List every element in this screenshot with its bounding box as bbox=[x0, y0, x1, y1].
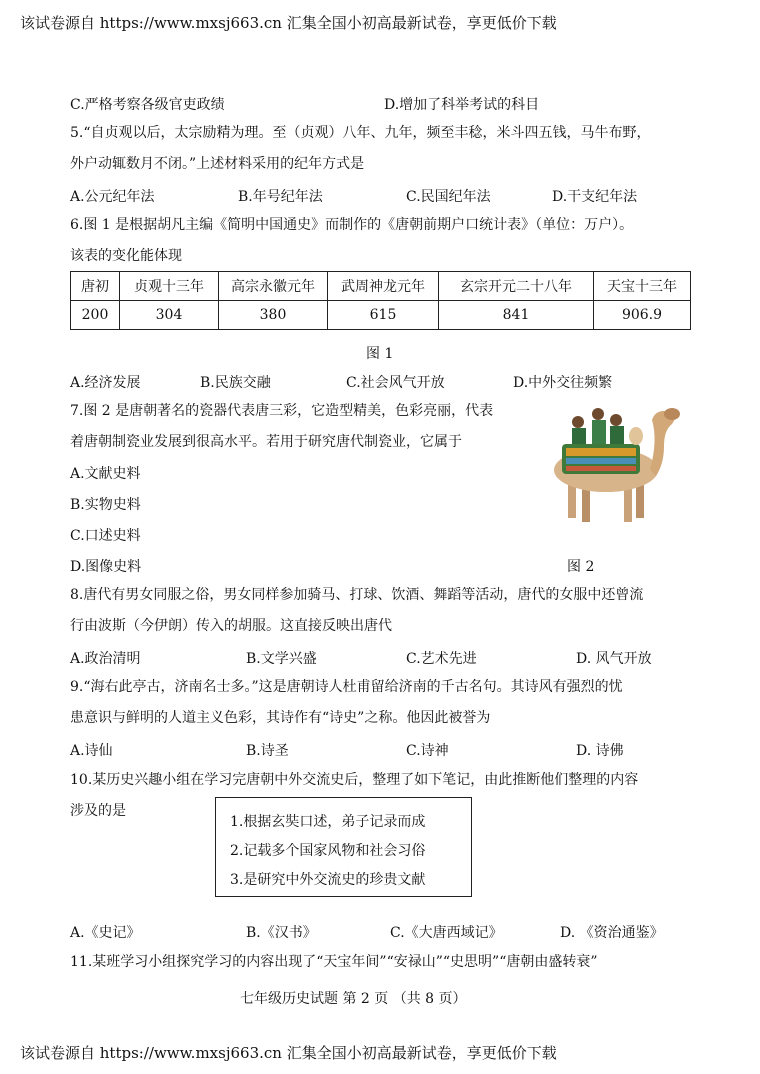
q10-stem-line1: 10.某历史兴趣小组在学习完唐朝中外交流史后，整理了如下笔记，由此推断他们整理的内容 bbox=[70, 772, 639, 788]
q5-stem-line2: 外户动辄数月不闭。”上述材料采用的纪年方式是 bbox=[70, 156, 365, 172]
q9-option-b: B.诗圣 bbox=[246, 743, 289, 759]
value-cell: 615 bbox=[328, 301, 439, 330]
q4-option-c: C.严格考察各级官吏政绩 bbox=[70, 97, 225, 113]
q6-option-b: B.民族交融 bbox=[200, 375, 271, 391]
source-banner-top: 该试卷源自 https://www.mxsj663.cn 汇集全国小初高最新试卷，享更低价下载 bbox=[20, 14, 557, 32]
source-banner-bottom: 该试卷源自 https://www.mxsj663.cn 汇集全国小初高最新试卷，享更低价下载 bbox=[20, 1044, 557, 1062]
q5-option-b: B.年号纪年法 bbox=[238, 189, 323, 205]
q7-option-b: B.实物史料 bbox=[70, 497, 141, 513]
q5-option-a: A.公元纪年法 bbox=[70, 189, 155, 205]
q10-option-b: B.《汉书》 bbox=[246, 925, 317, 941]
value-cell: 304 bbox=[120, 301, 219, 330]
value-cell: 841 bbox=[439, 301, 594, 330]
q11-stem-line1: 11.某班学习小组探究学习的内容出现了“天宝年间”“安禄山”“史思明”“唐朝由盛转衰” bbox=[70, 954, 598, 970]
q10-option-a: A.《史记》 bbox=[70, 925, 141, 941]
q7-stem-line2: 着唐朝制瓷业发展到很高水平。若用于研究唐代制瓷业，它属于 bbox=[70, 434, 462, 450]
q10-option-c: C.《大唐西域记》 bbox=[390, 925, 503, 941]
header-cell: 高宗永徽元年 bbox=[219, 272, 328, 301]
q8-option-c: C.艺术先进 bbox=[406, 651, 477, 667]
household-table bbox=[70, 271, 691, 330]
value-cell: 906.9 bbox=[594, 301, 691, 330]
note-item: 2.记载多个国家风物和社会习俗 bbox=[230, 843, 426, 859]
q10-stem-line2: 涉及的是 bbox=[70, 803, 126, 819]
q5-stem-line1: 5.“自贞观以后，太宗励精为理。至（贞观）八年、九年，频至丰稔，米斗四五钱，马牛布野， bbox=[70, 125, 651, 141]
value-cell: 380 bbox=[219, 301, 328, 330]
q10-option-d: D. 《资治通鉴》 bbox=[560, 925, 664, 941]
q9-option-a: A.诗仙 bbox=[70, 743, 113, 759]
note-item: 1.根据玄奘口述，弟子记录而成 bbox=[230, 814, 426, 830]
q6-option-c: C.社会风气开放 bbox=[346, 375, 445, 391]
q6-option-d: D.中外交往频繁 bbox=[513, 375, 613, 391]
q7-option-d: D.图像史料 bbox=[70, 559, 142, 575]
header-cell: 武周神龙元年 bbox=[328, 272, 439, 301]
note-item: 3.是研究中外交流史的珍贵文献 bbox=[230, 872, 426, 888]
q9-stem-line2: 患意识与鲜明的人道主义色彩，其诗作有“诗史”之称。他因此被誉为 bbox=[70, 710, 491, 726]
q8-option-d: D. 风气开放 bbox=[576, 651, 652, 667]
q8-option-a: A.政治清明 bbox=[70, 651, 141, 667]
q8-stem-line1: 8.唐代有男女同服之俗，男女同样参加骑马、打球、饮酒、舞蹈等活动，唐代的女服中还曾流 bbox=[70, 587, 644, 603]
q8-stem-line2: 行由波斯（今伊朗）传入的胡服。这直接反映出唐代 bbox=[70, 618, 392, 634]
header-cell: 贞观十三年 bbox=[120, 272, 219, 301]
household-table-header-row bbox=[71, 272, 691, 301]
q9-option-d: D. 诗佛 bbox=[576, 743, 624, 759]
q6-stem-line1: 6.图 1 是根据胡凡主编《简明中国通史》而制作的《唐朝前期户口统计表》（单位：万户）。 bbox=[70, 217, 634, 233]
q5-option-c: C.民国纪年法 bbox=[406, 189, 491, 205]
tang-sancai-camel-image bbox=[540, 400, 690, 528]
header-cell: 玄宗开元二十八年 bbox=[439, 272, 594, 301]
page-footer: 七年级历史试题 第 2 页 （共 8 页） bbox=[240, 991, 467, 1007]
q7-stem-line1: 7.图 2 是唐朝著名的瓷器代表唐三彩，它造型精美，色彩亮丽，代表 bbox=[70, 403, 494, 419]
figure1-caption: 图 1 bbox=[366, 346, 394, 362]
value-cell: 200 bbox=[71, 301, 120, 330]
q5-option-d: D.干支纪年法 bbox=[552, 189, 638, 205]
household-table-value-row bbox=[71, 301, 691, 330]
q9-stem-line1: 9.“海右此亭古，济南名士多。”这是唐朝诗人杜甫留给济南的千古名句。其诗风有强烈的忧 bbox=[70, 679, 623, 695]
q6-stem-line2: 该表的变化能体现 bbox=[70, 248, 182, 264]
q7-option-c: C.口述史料 bbox=[70, 528, 141, 544]
figure2-caption: 图 2 bbox=[567, 559, 595, 575]
q8-option-b: B.文学兴盛 bbox=[246, 651, 317, 667]
q7-option-a: A.文献史料 bbox=[70, 466, 141, 482]
study-notes-box bbox=[215, 797, 472, 897]
q6-option-a: A.经济发展 bbox=[70, 375, 141, 391]
q4-option-d: D.增加了科举考试的科目 bbox=[384, 97, 540, 113]
header-cell: 唐初 bbox=[71, 272, 120, 301]
q9-option-c: C.诗神 bbox=[406, 743, 449, 759]
header-cell: 天宝十三年 bbox=[594, 272, 691, 301]
